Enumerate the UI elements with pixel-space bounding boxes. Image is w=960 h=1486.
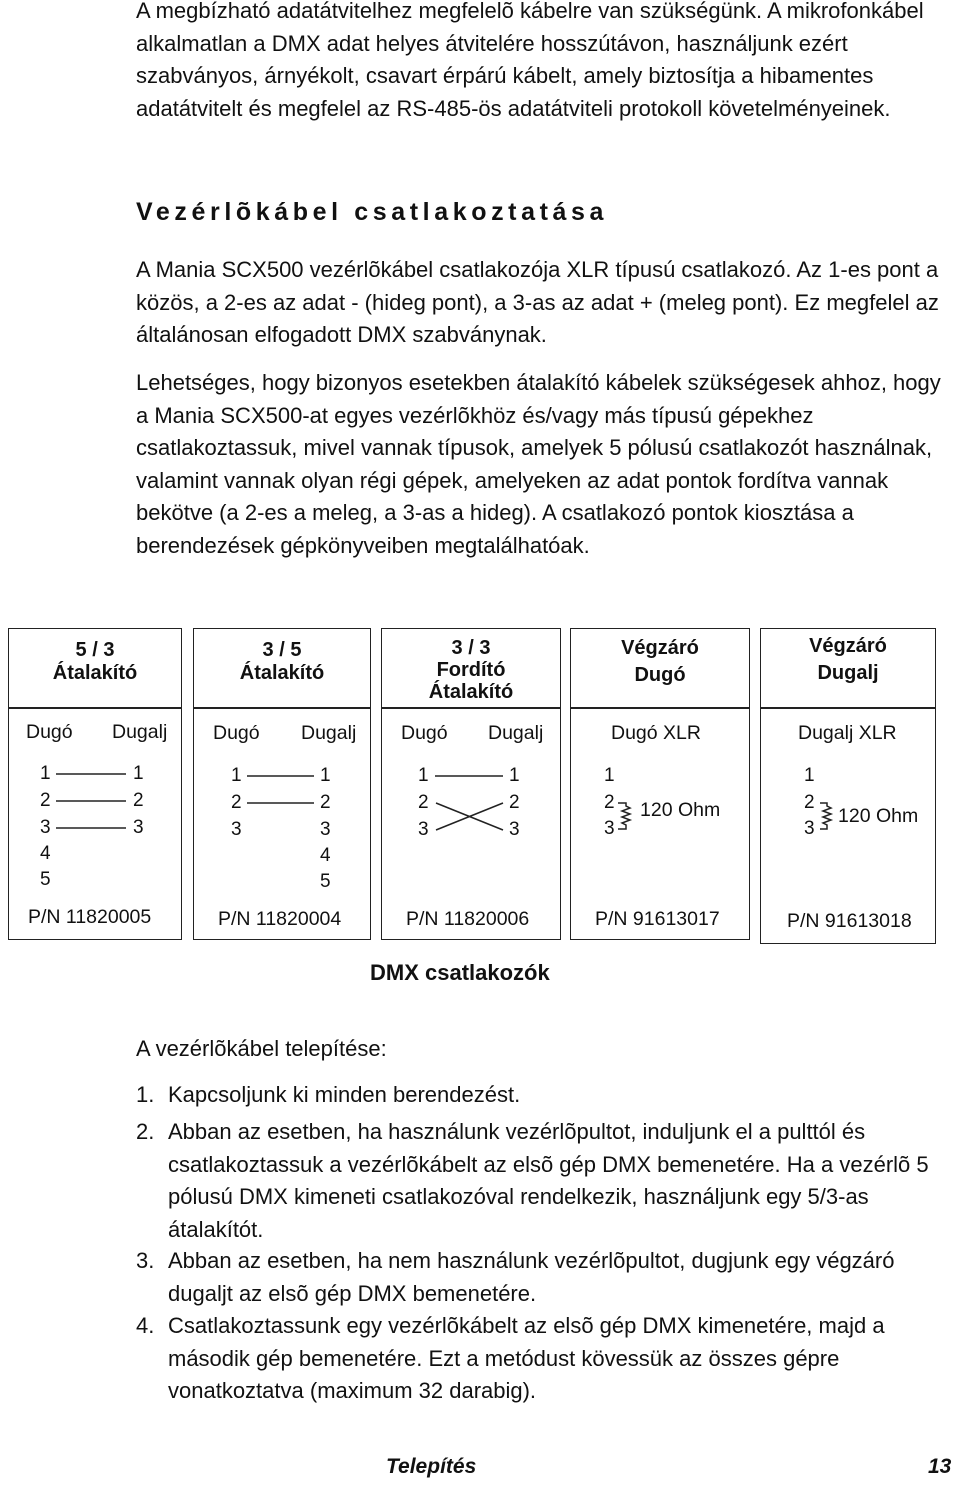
plug-label: Dugó: [213, 722, 260, 744]
intro-paragraph: A megbízható adatátvitelhez megfelelõ kábelre van szükségünk. A mikrofonkábel alkalmatlan a DMX adat helyes átvitelére hosszútávon, használjunk ezért szabványos, árnyékolt, csavart érpárú kábelt, amely biztosítja a hibamentes adatátvitelt és megfelel az RS-485-ös adatátviteli protokoll követelményeinek.: [136, 0, 924, 121]
diagram-caption: DMX csatlakozók: [370, 960, 550, 985]
socket-label: Dugalj: [301, 722, 357, 744]
pin-number: 3: [40, 817, 51, 838]
pin-number: 2: [133, 790, 144, 811]
paragraph-adapters: Lehetséges, hogy bizonyos esetekben átalakító kábelek szükségesek ahhoz, hogy a Mania SCX500-at egyes vezérlõkhöz és/vagy más típusú gépekhez csatlakoztassuk, mivel vannak típusok, amelyek 5 pólusú csatlakozót használnak, valamint vannak olyan régi gépek, amelyeken az adat pontok fordítva vannak bekötve (a 2-es a meleg, a 3-as a hideg). A csatlakozó pontok kiosztása a berendezések gépkönyveiben megtalálhatóak.: [136, 370, 941, 558]
connector-title-line: Dugalj: [817, 662, 879, 684]
pin-number: 2: [231, 792, 242, 813]
pin-number: 3: [418, 819, 429, 840]
list-item: [136, 1245, 948, 1310]
socket-label: Dugalj: [488, 722, 544, 744]
paragraph-connector-type: A Mania SCX500 vezérlõkábel csatlakozója XLR típusú csatlakozó. Az 1-es pont a közös, a 2-es az adat - (hideg pont), a 3-as az adat + (meleg pont). Ez megfelel az általánosan elfogadott DMX szabványnak.: [136, 257, 939, 347]
resistor-value: 120 Ohm: [838, 805, 919, 827]
list-text: Abban az esetben, ha nem használunk vezérlõpultot, dugjunk egy végzáró dugaljt az elsõ gép DMX bemenetére.: [168, 1248, 895, 1306]
pin-number: 1: [509, 765, 520, 786]
connector-title-line: 5 / 3: [75, 639, 115, 661]
connector-title-line: Végzáró: [621, 637, 699, 659]
connector-title-line: Fordító: [436, 659, 506, 681]
resistor-symbol: [820, 803, 831, 829]
connector-title-line: Végzáró: [809, 635, 887, 657]
connector-title-line: Átalakító: [239, 662, 325, 684]
connector-title-line: Dugó: [634, 664, 686, 686]
pin-number: 3: [604, 818, 615, 839]
pin-number: 1: [804, 765, 815, 786]
pin-number: 2: [320, 792, 331, 813]
pin-number: 3: [133, 817, 144, 838]
pin-number: 1: [133, 763, 144, 784]
part-number: P/N 91613018: [787, 910, 912, 932]
section-heading: Vezérlõkábel csatlakoztatása: [136, 198, 609, 226]
connector-title-line: 3 / 5: [262, 639, 302, 661]
pin-number: 2: [804, 792, 815, 813]
pin-number: 3: [509, 819, 520, 840]
pin-number: 4: [40, 843, 51, 864]
pin-number: 1: [604, 765, 615, 786]
connector-title-line: 3 / 3: [451, 637, 491, 659]
resistor-symbol: [618, 803, 630, 829]
pin-number: 1: [40, 763, 51, 784]
install-heading: A vezérlõkábel telepítése:: [136, 1036, 387, 1061]
socket-label: Dugalj: [112, 721, 168, 743]
list-text: Abban az esetben, ha használunk vezérlõpultot, induljunk el a pulttól és csatlakoztassuk a vezérlõkábelt az elsõ gép DMX bemenetére. Ha a vezérlõ 5 pólusú DMX kimeneti csatlakozóval rendelkezik, használjunk egy 5/3-as átalakítót.: [168, 1119, 929, 1242]
plug-label: Dugó XLR: [611, 722, 701, 744]
list-item: [136, 1116, 948, 1246]
connector-title-line: Átalakító: [52, 662, 138, 684]
part-number: P/N 11820006: [406, 908, 530, 930]
list-number: 4.: [136, 1313, 155, 1338]
pin-number: 2: [418, 792, 429, 813]
connector-title-line: Átalakító: [428, 681, 514, 703]
pin-number: 3: [804, 818, 815, 839]
pin-number: 3: [231, 819, 242, 840]
list-item: [136, 1079, 948, 1112]
footer-section-title: Telepítés: [386, 1455, 477, 1478]
pin-number: 1: [231, 765, 242, 786]
pin-number: 2: [604, 792, 615, 813]
pin-number: 1: [320, 765, 331, 786]
list-number: 2.: [136, 1119, 155, 1144]
pin-number: 2: [509, 792, 520, 813]
list-item: [136, 1310, 948, 1408]
part-number: P/N 11820005: [28, 906, 152, 928]
pin-number: 4: [320, 845, 331, 866]
pin-number: 3: [320, 819, 331, 840]
part-number: P/N 91613017: [595, 908, 720, 930]
resistor-value: 120 Ohm: [640, 799, 721, 821]
list-number: 3.: [136, 1248, 155, 1273]
pin-number: 5: [40, 869, 51, 890]
pin-number: 2: [40, 790, 51, 811]
plug-label: Dugó: [26, 721, 73, 743]
pin-number: 1: [418, 765, 429, 786]
pin-number: 5: [320, 871, 331, 892]
list-text: Csatlakoztassunk egy vezérlõkábelt az elsõ gép DMX kimenetére, majd a második gép bemenetére. Ezt a metódust kövessük az összes gépre vonatkoztatva (maximum 32 darabig).: [168, 1313, 885, 1403]
socket-label: Dugalj XLR: [798, 722, 897, 744]
plug-label: Dugó: [401, 722, 448, 744]
list-text: Kapcsoljunk ki minden berendezést.: [168, 1082, 521, 1107]
list-number: 1.: [136, 1082, 155, 1107]
part-number: P/N 11820004: [218, 908, 342, 930]
page-number: 13: [928, 1455, 952, 1478]
